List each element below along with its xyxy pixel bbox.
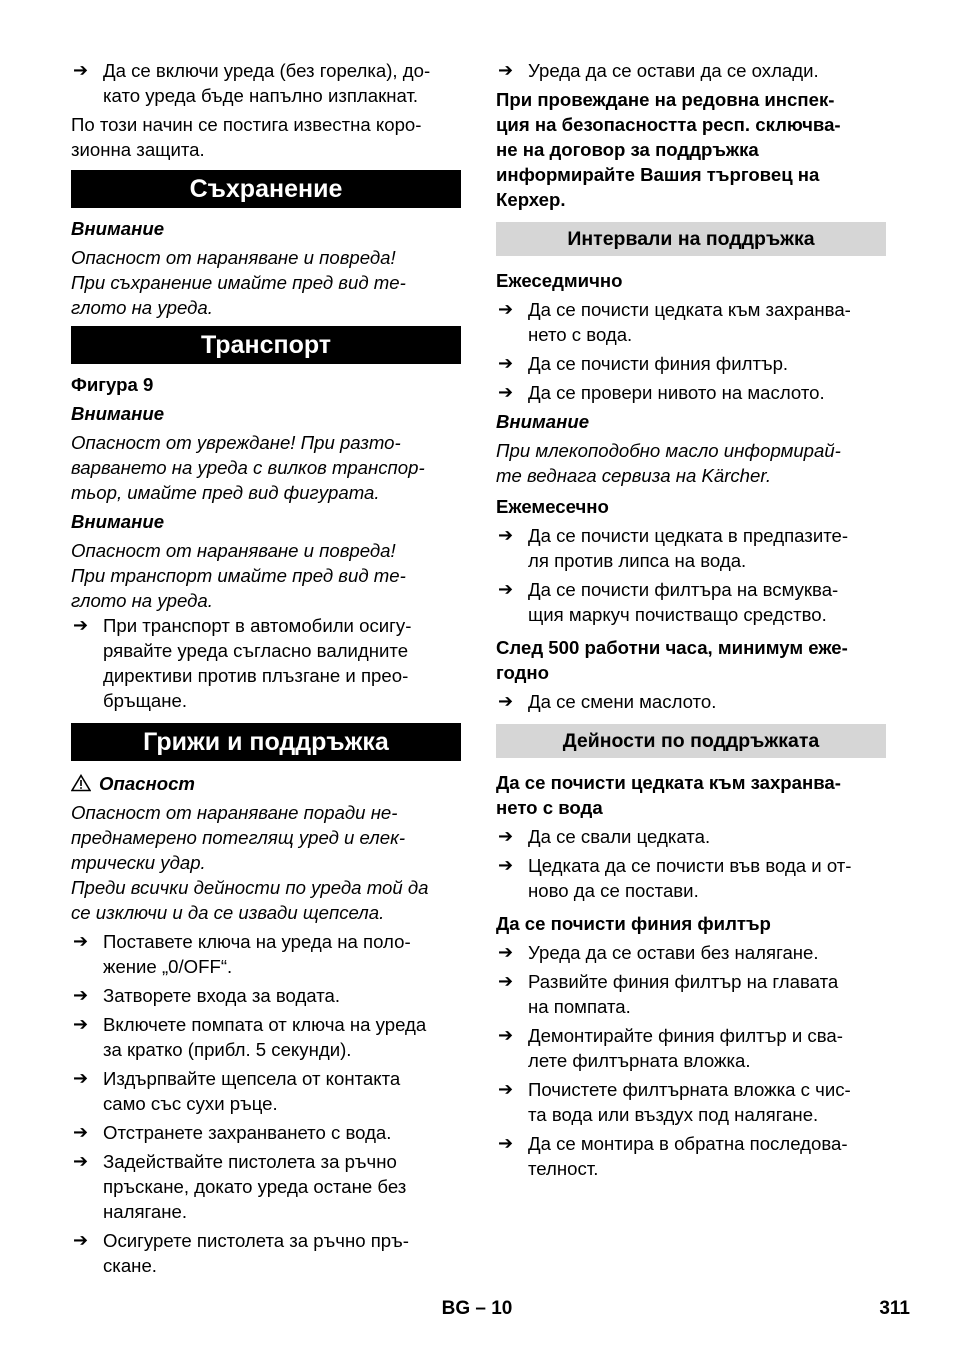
arrow-right-icon: ➔	[498, 691, 514, 711]
arrow-right-icon: ➔	[73, 1151, 89, 1171]
arrow-right-icon: ➔	[498, 60, 514, 80]
list-item-text: Демонтирайте финия филтър и сва- лете филтърната вложка.	[528, 1025, 843, 1071]
list-item-text: Почистете филтърната вложка с чис- та вода или въздух под налягане.	[528, 1079, 851, 1125]
page-number: 311	[879, 1298, 910, 1319]
list-item-text: Уреда да се остави без налягане.	[528, 942, 819, 963]
section-heading-intervals: Интервали на поддръжка	[496, 222, 886, 256]
arrow-right-icon: ➔	[498, 1133, 514, 1153]
list-item-text: Затворете входа за водата.	[103, 985, 341, 1006]
section-heading-care: Грижи и поддръжка	[71, 723, 461, 761]
subheading-monthly: Ежемесечно	[496, 496, 609, 517]
list-item-text: Да се провери нивото на маслото.	[528, 382, 825, 403]
warning-triangle-icon	[71, 774, 91, 792]
arrow-right-icon: ➔	[73, 615, 89, 635]
list-item-text: Отстранете захранването с вода.	[103, 1122, 392, 1143]
arrow-right-icon: ➔	[73, 60, 89, 80]
arrow-right-icon: ➔	[73, 1014, 89, 1034]
list-item-text: При транспорт в автомобили осигу- рявайте уреда съгласно валидните директиви против плъзгане и прео- бръщане.	[103, 615, 412, 711]
weekly-list	[496, 297, 886, 405]
note-label: Внимание	[71, 511, 165, 532]
list-item	[496, 689, 886, 714]
list-item	[71, 613, 461, 713]
list-item	[496, 824, 886, 849]
arrow-right-icon: ➔	[73, 931, 89, 951]
danger-text: Опасност от нараняване поради не- преднамерено потеглящ уред и елек- трически удар.	[71, 802, 406, 873]
list-item	[71, 1012, 461, 1062]
section-heading-storage: Съхранение	[71, 170, 461, 208]
arrow-right-icon: ➔	[73, 1122, 89, 1142]
figure-reference: Фигура 9	[71, 374, 154, 395]
list-item-text: Да се почисти цедката в предпазите- ля против липса на вода.	[528, 525, 849, 571]
left-column	[71, 58, 461, 1278]
arrow-right-icon: ➔	[498, 1025, 514, 1045]
list-item	[71, 58, 461, 108]
list-item	[71, 1149, 461, 1224]
strainer-steps-list	[496, 824, 886, 903]
arrow-right-icon: ➔	[498, 1079, 514, 1099]
list-item-text: Издърпвайте щепсела от контакта само със сухи ръце.	[103, 1068, 401, 1114]
note-label: Внимание	[71, 218, 165, 239]
list-item	[496, 940, 886, 965]
list-item	[496, 380, 886, 405]
note-text: Опасност от нараняване и повреда! При транспорт имайте пред вид те- глото на уреда.	[71, 540, 406, 611]
arrow-right-icon: ➔	[498, 525, 514, 545]
arrow-right-icon: ➔	[73, 985, 89, 1005]
list-item-text: Да се почисти филтъра на всмуква- щия маркуч почистващо средство.	[528, 579, 839, 625]
list-item	[71, 929, 461, 979]
subheading-fine-filter: Да се почисти финия филтър	[496, 913, 771, 934]
list-item-text: Развийте финия филтър на главата на помпата.	[528, 971, 839, 1017]
arrow-right-icon: ➔	[73, 1230, 89, 1250]
note-label: Внимание	[71, 403, 165, 424]
list-item	[496, 297, 886, 347]
section-heading-transport: Транспорт	[71, 326, 461, 364]
danger-label: Опасност	[99, 773, 195, 794]
footer-section-label: BG – 10	[441, 1298, 513, 1319]
list-item	[496, 969, 886, 1019]
danger-label-row	[71, 771, 461, 796]
right-column	[496, 58, 886, 1181]
fine-filter-steps-list	[496, 940, 886, 1181]
note-text: Опасност от нараняване и повреда! При съхранение имайте пред вид те- глото на уреда.	[71, 247, 406, 318]
list-item	[496, 523, 886, 573]
arrow-right-icon: ➔	[498, 299, 514, 319]
section-heading-activities: Дейности по поддръжката	[496, 724, 886, 758]
list-item-text: Осигурете пистолета за ръчно пръ- скане.	[103, 1230, 409, 1276]
corrosion-text: По този начин се постига известна коро- зионна защита.	[71, 114, 422, 160]
arrow-right-icon: ➔	[498, 942, 514, 962]
list-item	[496, 1023, 886, 1073]
note-text: Опасност от увреждане! При разто- варването на уреда с вилков транспор- тьор, имайте пред вид фигурата.	[71, 432, 425, 503]
note-label: Внимание	[496, 411, 590, 432]
list-item	[71, 983, 461, 1008]
list-item	[496, 351, 886, 376]
subheading-weekly: Ежеседмично	[496, 270, 623, 291]
list-item-text: Да се монтира в обратна последова- телност.	[528, 1133, 848, 1179]
danger-text: Преди всички дейности по уреда той да се изключи и да се извади щепсела.	[71, 877, 429, 923]
arrow-right-icon: ➔	[498, 579, 514, 599]
arrow-right-icon: ➔	[498, 353, 514, 373]
list-item-text: Включете помпата от ключа на уреда за кратко (прибл. 5 секунди).	[103, 1014, 427, 1060]
list-item	[71, 1228, 461, 1278]
list-item-text: Да се почисти цедката към захранва- нето с вода.	[528, 299, 851, 345]
inspection-notice: При провеждане на редовна инспек- ция на безопасността респ. сключва- не на договор за поддръжка информирайте Вашия търговец на Керхер.	[496, 89, 841, 210]
note-text: При млекоподобно масло информирай- те веднага сервиза на Kärcher.	[496, 440, 841, 486]
subheading-hours: След 500 работни часа, минимум еже- годно	[496, 637, 848, 683]
list-item	[496, 1131, 886, 1181]
arrow-right-icon: ➔	[498, 382, 514, 402]
list-item	[71, 1066, 461, 1116]
list-item	[71, 1120, 461, 1145]
arrow-right-icon: ➔	[498, 855, 514, 875]
hours-list	[496, 689, 886, 714]
list-item	[496, 1077, 886, 1127]
list-item-text: Да се включи уреда (без горелка), до- като уреда бъде напълно изплакнат.	[103, 60, 431, 106]
care-steps-list	[71, 929, 461, 1278]
monthly-list	[496, 523, 886, 627]
list-item-text: Цедката да се почисти във вода и от- ново да се постави.	[528, 855, 852, 901]
list-item-text: Да се свали цедката.	[528, 826, 711, 847]
list-item-text: Да се почисти финия филтър.	[528, 353, 789, 374]
list-item	[496, 853, 886, 903]
list-item-text: Поставете ключа на уреда на поло- жение „0/OFF“.	[103, 931, 411, 977]
subheading-strainer: Да се почисти цедката към захранва- нето с вода	[496, 772, 841, 818]
arrow-right-icon: ➔	[73, 1068, 89, 1088]
arrow-right-icon: ➔	[498, 826, 514, 846]
list-item-text: Уреда да се остави да се охлади.	[528, 60, 819, 81]
list-item-text: Задействайте пистолета за ръчно пръскане, докато уреда остане без налягане.	[103, 1151, 407, 1222]
list-item	[496, 577, 886, 627]
list-item-text: Да се смени маслото.	[528, 691, 717, 712]
arrow-right-icon: ➔	[498, 971, 514, 991]
list-item	[496, 58, 886, 83]
